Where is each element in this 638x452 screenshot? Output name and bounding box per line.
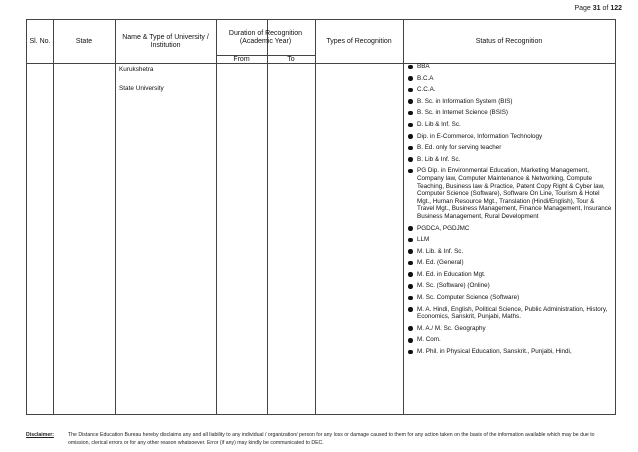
header-recognition-types: Types of Recognition <box>326 37 392 45</box>
header-university: Name & Type of University / Institution <box>122 33 209 49</box>
status-item: B. Sc. in Internet Science (BSIS) <box>407 109 612 117</box>
status-item: B. Lib & Inf. Sc. <box>407 156 612 164</box>
page-number: Page 31 of 122 <box>574 5 622 12</box>
institution-type: State University <box>119 85 164 92</box>
col-divider <box>115 20 116 414</box>
status-item: M. Phil. in Physical Education, Sanskrit., Punjabi, Hindi, <box>407 348 612 356</box>
status-item: M. Sc. Computer Science (Software) <box>407 294 612 302</box>
institution-name: Kurukshetra <box>119 66 154 73</box>
disclaimer <box>26 431 616 447</box>
status-item: PG Dip. in Environmental Education, Marketing Management, Company law, Computer Maintenance & Networking, Compute Teaching, Business law & Practice, Patent Copy Right & Cyber law, Computer Science (Software), Software On Line, Tourism & Hotel Mgt., Human Resource Mgt., Translation (Hindi/English), Tour & Travel Mgt., Business Management, Finance Management, Insurance Business Management, Rural Development <box>407 167 612 220</box>
status-item: LLM <box>407 236 612 244</box>
header-sl-no: Sl. No. <box>29 37 51 45</box>
status-item: B.C.A <box>407 75 612 83</box>
status-item: Dip. in E-Commerce, Information Technology <box>407 133 612 141</box>
status-item: M. Com. <box>407 336 612 344</box>
recognition-table <box>26 19 616 415</box>
status-item: C.C.A. <box>407 86 612 94</box>
status-item: B. Ed. only for serving teacher <box>407 144 612 152</box>
col-divider <box>403 20 404 414</box>
status-item: M. Sc. (Software) (Online) <box>407 282 612 290</box>
status-item: BBA <box>407 63 612 71</box>
header-status: Status of Recognition <box>475 37 543 45</box>
status-list <box>407 63 612 360</box>
status-item: M. A. Hindi, English, Political Science, Public Administration, History, Economics, Sanskrit, Punjabi, Maths. <box>407 306 612 321</box>
disclaimer-label: Disclaimer: <box>26 432 54 438</box>
disclaimer-text: The Distance Education Bureau hereby disclaims any and all liability to any individual / organization/ person for any loss or damage caused to them for any action taken on the basis of the information available which may be due to omission, clerical errors or for any other reason whatsoever. Error (if any) may kindly be communicated to DEC. <box>68 432 595 446</box>
status-item: M. A./ M. Sc. Geography <box>407 325 612 333</box>
header-state: State <box>75 37 93 45</box>
col-divider <box>315 20 316 414</box>
col-divider <box>216 20 217 414</box>
col-divider <box>267 20 268 414</box>
header-duration: Duration of Recognition (Academic Year) <box>228 29 303 45</box>
header-to: To <box>287 56 295 63</box>
status-item: M. Lib. & Inf. Sc. <box>407 248 612 256</box>
header-from: From <box>233 56 250 63</box>
status-item: PGDCA, PGDJMC <box>407 225 612 233</box>
status-item: B. Sc. in Information System (BIS) <box>407 98 612 106</box>
status-item: M. Ed. (General) <box>407 259 612 267</box>
col-divider <box>53 20 54 414</box>
status-item: M. Ed. in Education Mgt. <box>407 271 612 279</box>
status-item: D. Lib & Inf. Sc. <box>407 121 612 129</box>
